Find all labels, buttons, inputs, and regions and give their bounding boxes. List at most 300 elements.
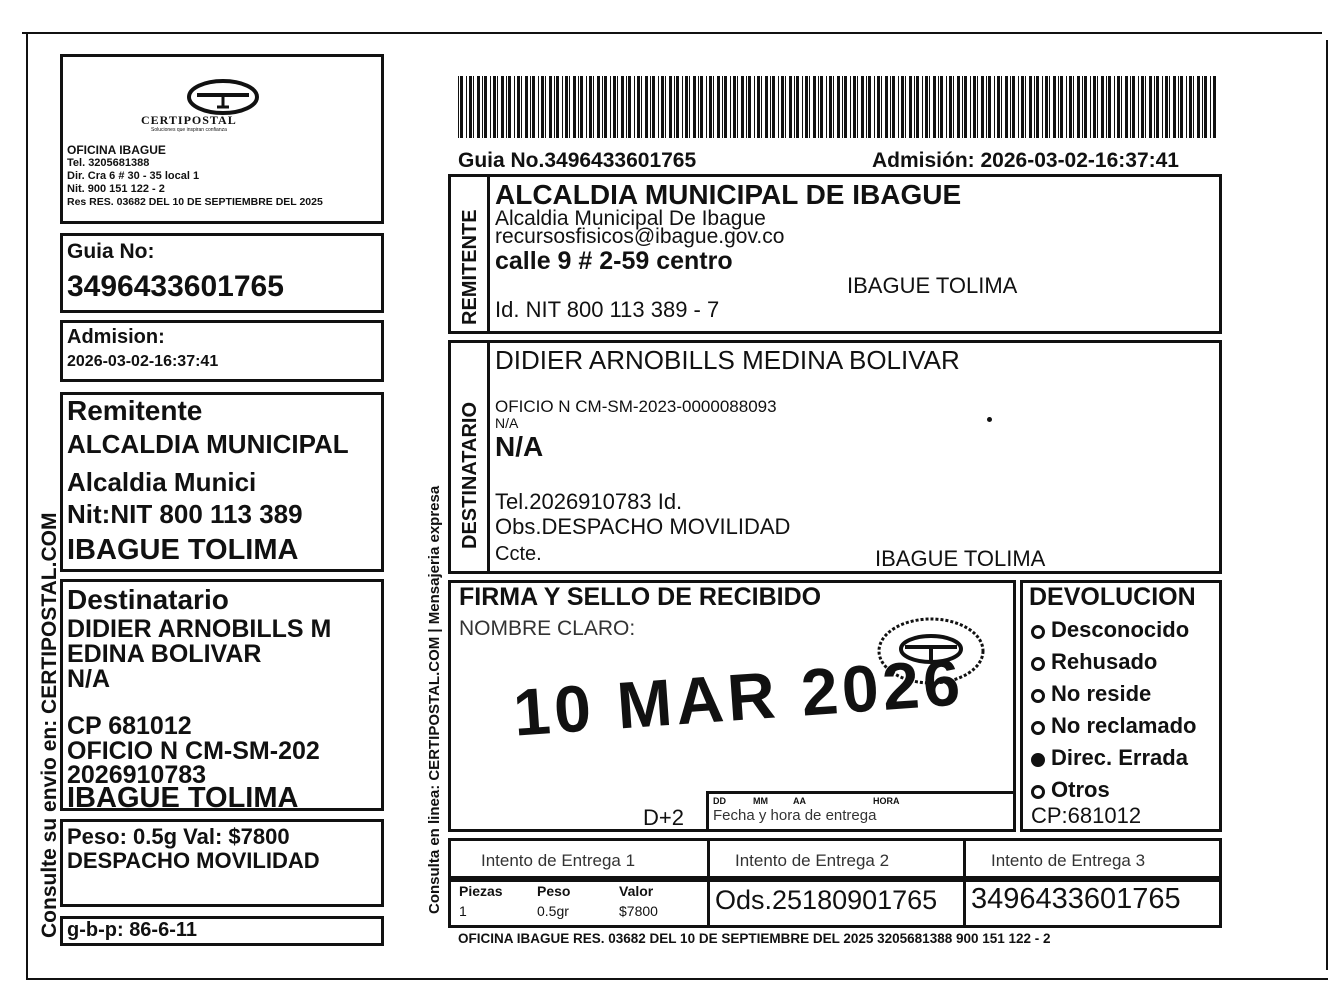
barcode-bar (1210, 76, 1211, 138)
left-destinatario-line: DIDIER ARNOBILLS M (67, 615, 332, 643)
barcode-bar (602, 76, 603, 138)
details-row (448, 876, 1222, 928)
barcode (458, 76, 1218, 138)
barcode-bar (737, 76, 738, 138)
barcode-bar (501, 76, 504, 138)
intento-3: Intento de Entrega 3 (991, 851, 1146, 870)
barcode-bar (1169, 76, 1170, 138)
barcode-bar (700, 76, 703, 138)
devolucion-box (1020, 580, 1222, 832)
barcode-bar (1197, 76, 1200, 138)
frame-left-line (26, 34, 28, 980)
barcode-bar (477, 76, 480, 138)
barcode-bar (669, 76, 672, 138)
barcode-bar (988, 76, 991, 138)
barcode-bar (890, 76, 891, 138)
barcode-bar (578, 76, 579, 138)
radio-icon[interactable] (1031, 625, 1045, 639)
barcode-bar (532, 76, 535, 138)
remitente-email: recursosfisicos@ibague.gov.co (495, 225, 785, 248)
barcode-bar (820, 76, 823, 138)
devolucion-option-label: Otros (1051, 777, 1110, 802)
barcode-bar (805, 76, 808, 138)
barcode-bar (724, 76, 727, 138)
barcode-bar (1121, 76, 1122, 138)
devolucion-option-label: Rehusado (1051, 649, 1158, 674)
barcode-bar (1156, 76, 1159, 138)
left-remitente-line: ALCALDIA MUNICIPAL (67, 429, 349, 459)
barcode-bar (881, 76, 882, 138)
barcode-bar (994, 76, 995, 138)
barcode-bar (541, 76, 544, 138)
devolucion-option[interactable] (1031, 617, 1189, 643)
left-gbp: g-b-p: 86-6-11 (67, 919, 198, 941)
barcode-bar (813, 76, 816, 138)
barcode-bar (1138, 76, 1139, 138)
barcode-bar (682, 76, 683, 138)
barcode-bar (853, 76, 856, 138)
barcode-bar (1036, 76, 1039, 138)
left-destinatario-box (60, 579, 384, 814)
barcode-bar (730, 76, 731, 138)
barcode-bar (997, 76, 1000, 138)
barcode-bar (722, 76, 723, 138)
barcode-bar (573, 76, 576, 138)
barcode-bar (866, 76, 867, 138)
barcode-bar (1053, 76, 1056, 138)
barcode-bar (970, 76, 971, 138)
left-obs-line: DESPACHO MOVILIDAD (67, 848, 320, 873)
left-destinatario-line: CP 681012 (67, 712, 192, 740)
destinatario-obs: Obs.DESPACHO MOVILIDAD (495, 514, 791, 539)
remitente-city: IBAGUE TOLIMA (847, 273, 1018, 298)
barcode-bar (466, 76, 467, 138)
left-remitente-box (60, 392, 384, 572)
barcode-bar (914, 76, 915, 138)
barcode-bar (473, 76, 474, 138)
barcode-bar (1173, 76, 1176, 138)
barcode-bar (1149, 76, 1152, 138)
barcode-bar (1204, 76, 1207, 138)
barcode-bar (621, 76, 624, 138)
barcode-bar (458, 76, 459, 138)
left-remitente-title: Remitente (67, 395, 203, 426)
devolucion-option[interactable] (1031, 777, 1110, 803)
barcode-bar (1097, 76, 1098, 138)
details-divider (707, 879, 710, 925)
left-destinatario-line: 2026910783 (67, 761, 207, 789)
left-destinatario-title: Destinatario (67, 584, 229, 615)
barcode-bar (549, 76, 552, 138)
barcode-bar (1025, 76, 1026, 138)
remitente-box (448, 174, 1222, 334)
barcode-bar (685, 76, 688, 138)
barcode-bar (1186, 76, 1187, 138)
barcode-bar (1090, 76, 1091, 138)
barcode-bar (949, 76, 952, 138)
barcode-bar (922, 76, 923, 138)
barcode-bar (689, 76, 690, 138)
barcode-bar (1130, 76, 1131, 138)
barcode-bar (796, 76, 799, 138)
barcode-bar (613, 76, 616, 138)
barcode-bar (717, 76, 720, 138)
barcode-bar (1165, 76, 1168, 138)
barcode-bar (1042, 76, 1043, 138)
intento-1: Intento de Entrega 1 (481, 851, 636, 870)
barcode-bar (953, 76, 954, 138)
radio-icon[interactable] (1031, 721, 1045, 735)
barcode-bar (938, 76, 939, 138)
destinatario-ref: OFICIO N CM-SM-2023-0000088093 (495, 397, 777, 416)
left-admision-value: 2026-03-02-16:37:41 (67, 353, 219, 370)
barcode-bar (517, 76, 520, 138)
barcode-bar (641, 76, 642, 138)
remitente-divider (487, 177, 490, 331)
barcode-bar (833, 76, 834, 138)
barcode-bar (861, 76, 864, 138)
barcode-bar (1125, 76, 1128, 138)
devolucion-option[interactable] (1031, 713, 1197, 739)
barcode-bar (1058, 76, 1059, 138)
office-box (60, 54, 384, 224)
barcode-bar (772, 76, 775, 138)
barcode-bar (508, 76, 511, 138)
radio-icon[interactable] (1031, 785, 1045, 799)
barcode-bar (957, 76, 960, 138)
barcode-bar (770, 76, 771, 138)
left-destinatario-line: EDINA BOLIVAR (67, 640, 262, 668)
barcode-bar (506, 76, 507, 138)
detail-value-valor: $7800 (619, 903, 658, 919)
brand-name: CERTIPOSTAL (141, 113, 237, 127)
barcode-bar (829, 76, 832, 138)
left-admision-box (60, 320, 384, 382)
barcode-bar (545, 76, 546, 138)
devolucion-cp: CP:681012 (1031, 803, 1142, 828)
firma-nombre: NOMBRE CLARO: (459, 617, 636, 640)
remitente-name: ALCALDIA MUNICIPAL DE IBAGUE (495, 179, 962, 210)
date-caption: Fecha y hora de entrega (713, 807, 877, 824)
barcode-bar (905, 76, 906, 138)
barcode-bar (556, 76, 559, 138)
barcode-bar (785, 76, 786, 138)
radio-icon[interactable] (1031, 657, 1045, 671)
remitente-label: REMITENTE (459, 209, 481, 325)
date-head-mm: MM (753, 796, 768, 806)
office-nit: Nit. 900 151 122 - 2 (67, 183, 165, 195)
barcode-bar (844, 76, 847, 138)
devolucion-option[interactable] (1031, 681, 1151, 707)
barcode-bar (586, 76, 587, 138)
barcode-bar (1106, 76, 1107, 138)
barcode-bar (1049, 76, 1050, 138)
barcode-bar (981, 76, 984, 138)
barcode-bar (1180, 76, 1183, 138)
destinatario-tel: Tel.2026910783 Id. (495, 489, 683, 514)
barcode-bar (1018, 76, 1019, 138)
firma-dplus: D+2 (643, 805, 684, 830)
barcode-bar (661, 76, 664, 138)
intentos-divider (707, 841, 710, 879)
left-peso-line: Peso: 0.5g Val: $7800 (67, 824, 290, 849)
barcode-bar (962, 76, 963, 138)
barcode-bar (469, 76, 472, 138)
date-head-dd: DD (713, 796, 726, 806)
barcode-bar (877, 76, 880, 138)
barcode-bar (634, 76, 635, 138)
date-head-aa: AA (793, 796, 806, 806)
barcode-bar (1114, 76, 1115, 138)
barcode-bar (482, 76, 483, 138)
barcode-bar (1005, 76, 1008, 138)
barcode-bar (650, 76, 651, 138)
barcode-bar (1084, 76, 1087, 138)
detail-head-peso: Peso (537, 883, 571, 899)
barcode-bar (1202, 76, 1203, 138)
remitente-sub: Alcaldia Municipal De Ibague (495, 207, 766, 230)
frame-bottom-line (28, 978, 1328, 980)
barcode-bar (604, 76, 607, 138)
barcode-bar (748, 76, 751, 138)
barcode-bar (1108, 76, 1111, 138)
barcode-bar (674, 76, 675, 138)
barcode-bar (1029, 76, 1032, 138)
barcode-bar (826, 76, 827, 138)
details-divider (963, 879, 966, 925)
left-guia-box (60, 233, 384, 313)
barcode-bar (809, 76, 810, 138)
left-remitente-line: IBAGUE TOLIMA (67, 534, 299, 566)
barcode-bar (706, 76, 707, 138)
barcode-bar (1189, 76, 1192, 138)
barcode-bar (925, 76, 928, 138)
remitente-id: Id. NIT 800 113 389 - 7 (495, 297, 720, 322)
barcode-bar (1034, 76, 1035, 138)
barcode-bar (973, 76, 976, 138)
detail-value-peso: 0.5gr (537, 903, 569, 919)
barcode-bar (741, 76, 744, 138)
barcode-bar (901, 76, 904, 138)
barcode-bar (1077, 76, 1080, 138)
barcode-bar (693, 76, 696, 138)
destinatario-box (448, 340, 1222, 574)
barcode-bar (713, 76, 714, 138)
destinatario-name: DIDIER ARNOBILLS MEDINA BOLIVAR (495, 345, 960, 375)
barcode-bar (652, 76, 655, 138)
barcode-bar (781, 76, 784, 138)
stray-dot (987, 417, 992, 422)
header-guia: Guia No.3496433601765 (458, 149, 697, 172)
radio-icon[interactable] (1031, 689, 1045, 703)
barcode-bar (1001, 76, 1002, 138)
barcode-bar (637, 76, 640, 138)
barcode-bar (484, 76, 487, 138)
barcode-bar (580, 76, 583, 138)
barcode-bar (497, 76, 498, 138)
barcode-bar (593, 76, 594, 138)
left-peso-box (60, 819, 384, 907)
barcode-bar (617, 76, 618, 138)
devolucion-option-label: Desconocido (1051, 617, 1190, 642)
office-res: Res RES. 03682 DEL 10 DE SEPTIEMBRE DEL 2025 (67, 196, 323, 208)
intento-2: Intento de Entrega 2 (735, 851, 890, 870)
barcode-bar (837, 76, 840, 138)
left-destinatario-line: IBAGUE TOLIMA (67, 782, 299, 814)
barcode-bar (789, 76, 792, 138)
left-side-text: Consulte su envio en: CERTIPOSTAL.COM (38, 512, 61, 938)
delivery-date-box (706, 791, 1016, 831)
detail-head-valor: Valor (619, 883, 654, 899)
barcode-bar (645, 76, 648, 138)
barcode-bar (493, 76, 496, 138)
footer-text: OFICINA IBAGUE RES. 03682 DEL 10 DE SEPTIEMBRE DEL 2025 3205681388 900 151 122 - 2 (458, 931, 1051, 946)
barcode-bar (1178, 76, 1179, 138)
barcode-bar (1117, 76, 1120, 138)
barcode-bar (709, 76, 712, 138)
left-admision-label: Admision: (67, 326, 165, 348)
barcode-bar (569, 76, 570, 138)
barcode-bar (765, 76, 768, 138)
destinatario-na-small: N/A (495, 415, 519, 431)
barcode-bar (850, 76, 851, 138)
barcode-bar (1010, 76, 1011, 138)
brand-tagline: Soluciones que inspiran confianza (151, 127, 227, 133)
barcode-bar (665, 76, 666, 138)
left-guia-label: Guia No: (67, 240, 155, 263)
barcode-bar (676, 76, 679, 138)
barcode-bar (1082, 76, 1083, 138)
destinatario-city: IBAGUE TOLIMA (875, 546, 1046, 571)
detail-head-piezas: Piezas (459, 883, 503, 899)
barcode-bar (754, 76, 755, 138)
barcode-bar (1213, 76, 1216, 138)
firma-box (448, 580, 1016, 832)
devolucion-option[interactable] (1031, 745, 1188, 771)
date-head-hora: HORA (873, 796, 900, 806)
devolucion-option-label: No reclamado (1051, 713, 1197, 738)
barcode-bar (1073, 76, 1074, 138)
barcode-bar (1101, 76, 1104, 138)
barcode-bar (1154, 76, 1155, 138)
barcode-bar (842, 76, 843, 138)
destinatario-ccte: Ccte. (495, 543, 542, 565)
devolucion-option[interactable] (1031, 649, 1157, 675)
radio-checked-icon[interactable] (1031, 753, 1045, 767)
barcode-bar (761, 76, 762, 138)
barcode-bar (538, 76, 539, 138)
barcode-bar (1162, 76, 1163, 138)
barcode-bar (530, 76, 531, 138)
left-destinatario-line: OFICIO N CM-SM-202 (67, 737, 320, 765)
intentos-divider (963, 841, 966, 879)
office-name: OFICINA IBAGUE (67, 143, 166, 157)
middle-side-text: Consulta en linea: CERTIPOSTAL.COM | Mensajeria expresa (426, 485, 443, 914)
detail-value-piezas: 1 (459, 903, 467, 919)
devolucion-option-label: No reside (1051, 681, 1152, 706)
barcode-bar (658, 76, 659, 138)
details-guia: 3496433601765 (971, 883, 1181, 915)
barcode-bar (514, 76, 515, 138)
barcode-bar (490, 76, 491, 138)
barcode-bar (525, 76, 528, 138)
barcode-bar (757, 76, 760, 138)
barcode-bar (610, 76, 611, 138)
barcode-bar (802, 76, 803, 138)
frame-top-line (22, 32, 1322, 34)
barcode-bar (868, 76, 871, 138)
left-gbp-box (60, 916, 384, 946)
barcode-bar (933, 76, 936, 138)
header-admision: Admisión: 2026-03-02-16:37:41 (872, 149, 1179, 172)
office-dir: Dir. Cra 6 # 30 - 35 local 1 (67, 170, 200, 182)
barcode-bar (554, 76, 555, 138)
barcode-bar (916, 76, 919, 138)
barcode-bar (964, 76, 967, 138)
barcode-bar (946, 76, 947, 138)
destinatario-divider (487, 343, 490, 571)
firma-title: FIRMA Y SELLO DE RECIBIDO (459, 583, 822, 611)
barcode-bar (986, 76, 987, 138)
barcode-bar (1021, 76, 1024, 138)
barcode-bar (698, 76, 699, 138)
barcode-bar (597, 76, 600, 138)
left-destinatario-line: N/A (67, 665, 111, 693)
barcode-bar (1145, 76, 1146, 138)
barcode-bar (1012, 76, 1015, 138)
barcode-bar (909, 76, 912, 138)
left-guia-value: 3496433601765 (67, 270, 284, 303)
barcode-bar (818, 76, 819, 138)
barcode-bar (857, 76, 858, 138)
barcode-bar (794, 76, 795, 138)
devolucion-title: DEVOLUCION (1029, 583, 1196, 611)
devolucion-option-label: Direc. Errada (1051, 745, 1188, 770)
barcode-bar (1069, 76, 1072, 138)
barcode-bar (977, 76, 978, 138)
barcode-bar (733, 76, 736, 138)
barcode-bar (940, 76, 943, 138)
office-tel: Tel. 3205681388 (67, 157, 150, 169)
ods-number: Ods.25180901765 (715, 885, 938, 915)
barcode-bar (628, 76, 631, 138)
barcode-bar (778, 76, 779, 138)
barcode-bar (521, 76, 522, 138)
barcode-bar (929, 76, 930, 138)
barcode-bar (1132, 76, 1135, 138)
barcode-bar (1193, 76, 1194, 138)
frame-right-line (1326, 40, 1328, 970)
barcode-bar (626, 76, 627, 138)
barcode-bar (460, 76, 463, 138)
barcode-bar (1093, 76, 1096, 138)
destinatario-na-big: N/A (495, 431, 544, 462)
barcode-bar (1060, 76, 1063, 138)
barcode-bar (898, 76, 899, 138)
barcode-bar (1141, 76, 1144, 138)
left-remitente-line: Nit:NIT 800 113 389 (67, 499, 303, 529)
barcode-bar (562, 76, 563, 138)
barcode-bar (589, 76, 592, 138)
destinatario-label: DESTINATARIO (459, 401, 481, 549)
received-stamp: 10 MAR 2026 (510, 644, 967, 750)
barcode-bar (746, 76, 747, 138)
remitente-address: calle 9 # 2-59 centro (495, 247, 733, 275)
barcode-bar (1066, 76, 1067, 138)
barcode-bar (1045, 76, 1048, 138)
barcode-bar (874, 76, 875, 138)
barcode-bar (885, 76, 888, 138)
